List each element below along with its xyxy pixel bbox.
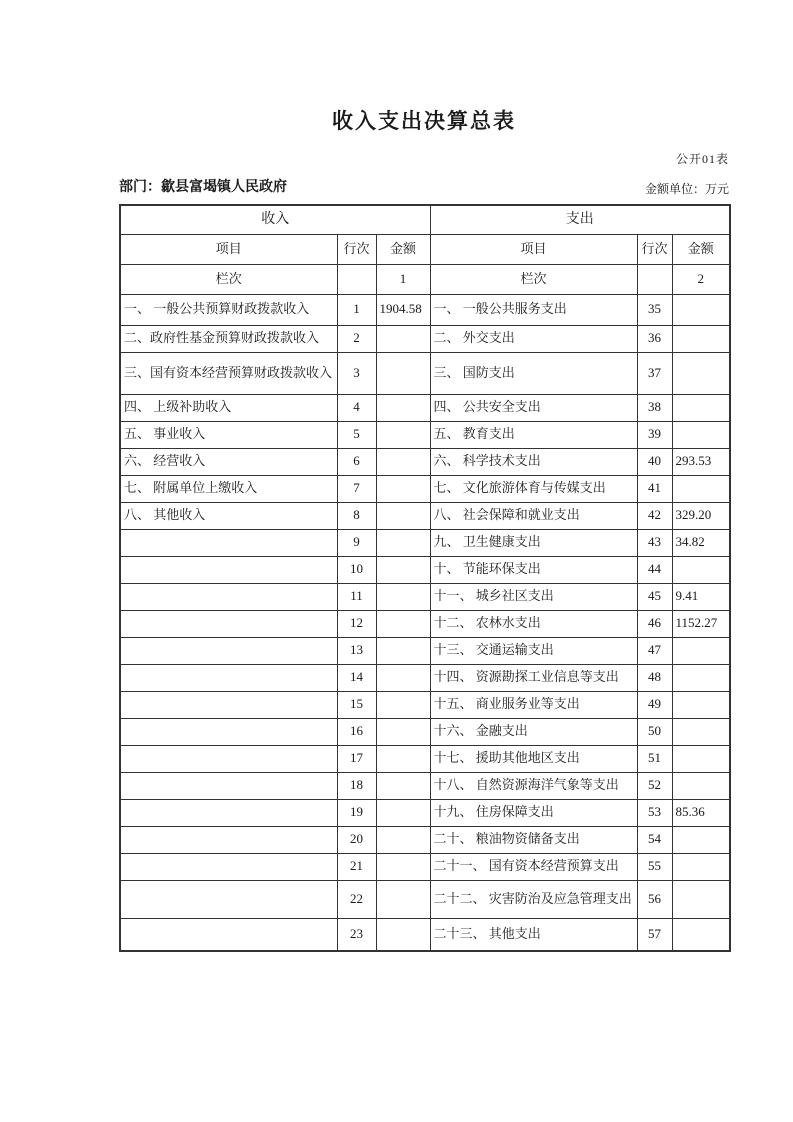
income-item-cell: 四、 上级补助收入 [120, 394, 337, 421]
income-item-cell [120, 918, 337, 951]
income-amount-cell [376, 556, 430, 583]
expense-amount-cell [672, 880, 730, 918]
expense-line-cell: 43 [637, 529, 672, 556]
income-item-cell [120, 745, 337, 772]
department-label: 部门：歙县富堨镇人民政府 [119, 180, 287, 195]
table-row [120, 691, 730, 718]
income-line-cell: 5 [337, 421, 376, 448]
income-item-cell: 一、 一般公共预算财政拨款收入 [120, 294, 337, 325]
income-line-cell: 16 [337, 718, 376, 745]
expense-line-cell: 38 [637, 394, 672, 421]
income-line-cell: 1 [337, 294, 376, 325]
income-line-cell: 7 [337, 475, 376, 502]
expense-line-cell: 40 [637, 448, 672, 475]
expense-line-cell: 48 [637, 664, 672, 691]
expense-line-cell: 44 [637, 556, 672, 583]
expense-item-cell: 十一、 城乡社区支出 [430, 583, 637, 610]
expense-item-cell: 十五、 商业服务业等支出 [430, 691, 637, 718]
expense-item-cell: 十三、 交通运输支出 [430, 637, 637, 664]
income-amount-cell [376, 610, 430, 637]
expense-amount-cell: 34.82 [672, 529, 730, 556]
table-body [120, 294, 730, 951]
budget-summary-table [119, 204, 731, 952]
income-line-cell: 18 [337, 772, 376, 799]
expense-item-cell: 九、 卫生健康支出 [430, 529, 637, 556]
income-line-cell: 3 [337, 352, 376, 394]
income-amount-cell [376, 448, 430, 475]
table-row [120, 294, 730, 325]
income-line-cell: 9 [337, 529, 376, 556]
income-line-cell: 20 [337, 826, 376, 853]
income-item-cell [120, 529, 337, 556]
expense-line-cell: 39 [637, 421, 672, 448]
income-line-cell: 8 [337, 502, 376, 529]
expense-item-cell: 四、 公共安全支出 [430, 394, 637, 421]
income-item-cell: 八、 其他收入 [120, 502, 337, 529]
expense-line-cell: 50 [637, 718, 672, 745]
income-item-cell [120, 610, 337, 637]
expense-line-cell: 51 [637, 745, 672, 772]
income-line-cell: 13 [337, 637, 376, 664]
income-item-cell [120, 880, 337, 918]
expense-item-cell: 三、 国防支出 [430, 352, 637, 394]
expense-amount-cell [672, 691, 730, 718]
expense-line-cell: 41 [637, 475, 672, 502]
expense-item-cell: 十二、 农林水支出 [430, 610, 637, 637]
income-amount-cell [376, 745, 430, 772]
table-row [120, 826, 730, 853]
expense-amount-header: 金额 [672, 234, 730, 264]
income-item-cell: 五、 事业收入 [120, 421, 337, 448]
income-line-cell: 14 [337, 664, 376, 691]
income-amount-cell [376, 352, 430, 394]
income-item-cell [120, 664, 337, 691]
income-amount-cell [376, 529, 430, 556]
income-line-cell: 11 [337, 583, 376, 610]
income-line-cell: 19 [337, 799, 376, 826]
table-row [120, 664, 730, 691]
table-row [120, 918, 730, 951]
expense-item-cell: 二十、 粮油物资储备支出 [430, 826, 637, 853]
expense-item-cell: 十、 节能环保支出 [430, 556, 637, 583]
income-item-cell: 六、 经营收入 [120, 448, 337, 475]
expense-amount-cell [672, 352, 730, 394]
expense-line-cell: 54 [637, 826, 672, 853]
income-item-cell: 二、政府性基金预算财政拨款收入 [120, 325, 337, 352]
table-row [120, 421, 730, 448]
expense-amount-cell: 85.36 [672, 799, 730, 826]
income-item-cell [120, 691, 337, 718]
income-item-cell [120, 799, 337, 826]
expense-item-header: 项目 [430, 234, 637, 264]
expense-amount-cell [672, 294, 730, 325]
table-row [120, 745, 730, 772]
expense-amount-cell [672, 853, 730, 880]
table-row [120, 448, 730, 475]
expense-line-cell: 56 [637, 880, 672, 918]
table-row [120, 583, 730, 610]
income-line-cell: 2 [337, 325, 376, 352]
expense-item-cell: 六、 科学技术支出 [430, 448, 637, 475]
expense-amount-cell [672, 772, 730, 799]
expense-item-cell: 十六、 金融支出 [430, 718, 637, 745]
expense-line-cell: 52 [637, 772, 672, 799]
income-line-cell: 15 [337, 691, 376, 718]
table-row [120, 394, 730, 421]
income-item-cell [120, 853, 337, 880]
expense-line-cell: 45 [637, 583, 672, 610]
expense-item-cell: 五、 教育支出 [430, 421, 637, 448]
expense-line-cell: 47 [637, 637, 672, 664]
table-meta-row [119, 179, 729, 197]
income-item-cell [120, 718, 337, 745]
table-row [120, 352, 730, 394]
expense-amount-cell [672, 421, 730, 448]
income-item-cell [120, 583, 337, 610]
income-amount-cell [376, 502, 430, 529]
expense-amount-cell: 293.53 [672, 448, 730, 475]
income-amount-cell [376, 799, 430, 826]
expense-line-cell: 55 [637, 853, 672, 880]
table-row [120, 718, 730, 745]
page-title: 收入支出决算总表 [332, 109, 516, 133]
table-row [120, 799, 730, 826]
income-amount-cell [376, 691, 430, 718]
income-line-cell: 22 [337, 880, 376, 918]
expense-item-cell: 二十一、 国有资本经营预算支出 [430, 853, 637, 880]
income-line-header: 行次 [337, 234, 376, 264]
income-amount-cell [376, 475, 430, 502]
expense-amount-cell [672, 394, 730, 421]
expense-item-cell: 八、 社会保障和就业支出 [430, 502, 637, 529]
table-row [120, 325, 730, 352]
table-row [120, 529, 730, 556]
income-amount-cell [376, 325, 430, 352]
table-row [120, 772, 730, 799]
income-amount-cell [376, 664, 430, 691]
expense-line-cell: 35 [637, 294, 672, 325]
income-item-cell [120, 637, 337, 664]
expense-line-cell: 49 [637, 691, 672, 718]
expense-amount-cell [672, 918, 730, 951]
income-amount-cell [376, 772, 430, 799]
expense-amount-cell [672, 718, 730, 745]
income-amount-cell [376, 421, 430, 448]
expense-column-number: 2 [672, 264, 730, 294]
expense-line-cell: 37 [637, 352, 672, 394]
expense-amount-cell: 1152.27 [672, 610, 730, 637]
income-item-cell [120, 556, 337, 583]
expense-line-cell: 42 [637, 502, 672, 529]
table-row [120, 475, 730, 502]
column-index-row [120, 264, 730, 294]
expense-item-cell: 十九、 住房保障支出 [430, 799, 637, 826]
income-amount-cell [376, 853, 430, 880]
expense-item-cell: 一、 一般公共服务支出 [430, 294, 637, 325]
expense-item-cell: 十七、 援助其他地区支出 [430, 745, 637, 772]
income-item-cell: 三、国有资本经营预算财政拨款收入 [120, 352, 337, 394]
expense-line-cell: 46 [637, 610, 672, 637]
table-row [120, 853, 730, 880]
income-line-cell: 17 [337, 745, 376, 772]
expense-amount-cell [672, 826, 730, 853]
expense-amount-cell [672, 745, 730, 772]
expense-line-header: 行次 [637, 234, 672, 264]
income-line-cell: 10 [337, 556, 376, 583]
income-item-cell [120, 772, 337, 799]
column-header-row [120, 234, 730, 264]
expense-amount-cell [672, 664, 730, 691]
income-amount-cell [376, 394, 430, 421]
income-amount-cell [376, 637, 430, 664]
expense-amount-cell [672, 637, 730, 664]
income-line-cell: 21 [337, 853, 376, 880]
income-line-cell: 23 [337, 918, 376, 951]
expense-lanci-line-cell [637, 264, 672, 294]
expense-item-cell: 二、 外交支出 [430, 325, 637, 352]
income-amount-cell [376, 718, 430, 745]
expense-amount-cell [672, 556, 730, 583]
document-page [119, 0, 729, 952]
income-item-cell: 七、 附属单位上缴收入 [120, 475, 337, 502]
expense-amount-cell: 9.41 [672, 583, 730, 610]
table-code-label: 公开01表 [675, 152, 729, 166]
income-amount-header: 金额 [376, 234, 430, 264]
income-lanci-line-cell [337, 264, 376, 294]
income-amount-cell [376, 583, 430, 610]
expense-amount-cell [672, 475, 730, 502]
expense-item-cell: 二十三、 其他支出 [430, 918, 637, 951]
expense-amount-cell: 329.20 [672, 502, 730, 529]
table-row [120, 637, 730, 664]
income-line-cell: 4 [337, 394, 376, 421]
expense-line-cell: 57 [637, 918, 672, 951]
income-amount-cell [376, 918, 430, 951]
expense-item-cell: 二十二、 灾害防治及应急管理支出 [430, 880, 637, 918]
table-row [120, 610, 730, 637]
expense-line-cell: 53 [637, 799, 672, 826]
table-row [120, 880, 730, 918]
income-line-cell: 6 [337, 448, 376, 475]
section-header-row [120, 205, 730, 234]
income-section-header: 收入 [120, 205, 430, 234]
expense-lanci-label: 栏次 [430, 264, 637, 294]
income-item-cell [120, 826, 337, 853]
income-amount-cell [376, 880, 430, 918]
income-amount-cell [376, 826, 430, 853]
expense-item-cell: 十四、 资源勘探工业信息等支出 [430, 664, 637, 691]
income-column-number: 1 [376, 264, 430, 294]
expense-item-cell: 七、 文化旅游体育与传媒支出 [430, 475, 637, 502]
expense-line-cell: 36 [637, 325, 672, 352]
expense-amount-cell [672, 325, 730, 352]
income-item-header: 项目 [120, 234, 337, 264]
amount-unit-label: 金额单位：万元 [644, 182, 729, 196]
table-row [120, 502, 730, 529]
expense-section-header: 支出 [430, 205, 730, 234]
income-lanci-label: 栏次 [120, 264, 337, 294]
income-amount-cell: 1904.58 [376, 294, 430, 325]
income-line-cell: 12 [337, 610, 376, 637]
expense-item-cell: 十八、 自然资源海洋气象等支出 [430, 772, 637, 799]
table-row [120, 556, 730, 583]
